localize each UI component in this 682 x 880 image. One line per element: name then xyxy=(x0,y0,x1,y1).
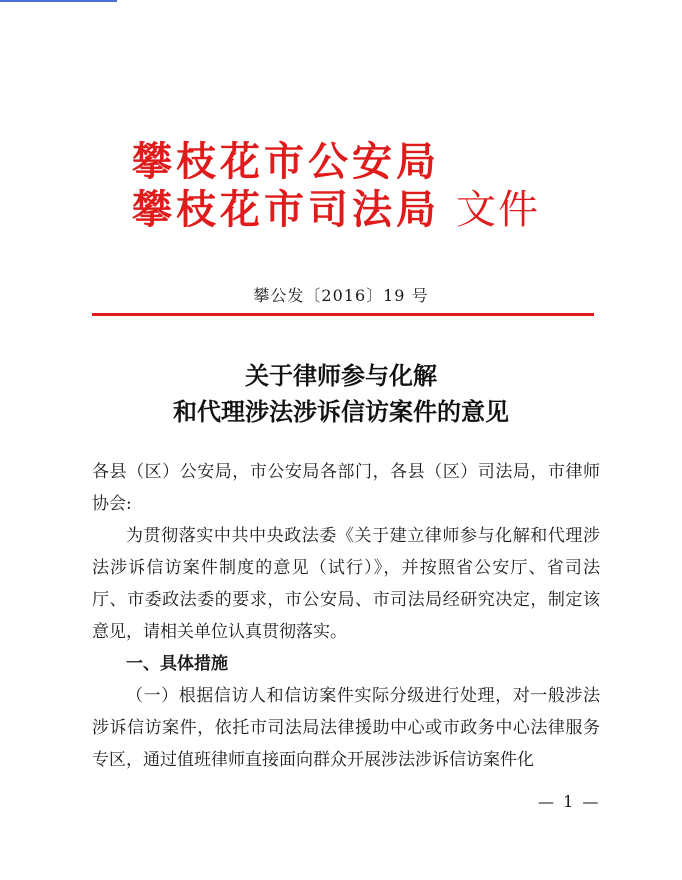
header-issuer-1: 攀枝花市公安局 xyxy=(132,138,440,185)
document-body xyxy=(92,456,600,776)
document-title xyxy=(0,358,682,430)
header-issuer-2: 攀枝花市司法局 xyxy=(132,186,440,233)
salutation: 各县（区）公安局，市公安局各部门，各县（区）司法局，市律师协会: xyxy=(92,462,600,514)
title-line-1: 关于律师参与化解 xyxy=(245,361,437,390)
paragraph-measure-1: （一）根据信访人和信访案件实际分级进行处理，对一般涉法涉诉信访案件，依托市司法局法律援助中心或市政务中心法律服务专区，通过值班律师直接面向群众开展涉法涉诉信访案件化 xyxy=(92,686,600,770)
header-line-public-security xyxy=(132,138,540,186)
document-number: 攀公发〔2016〕19 号 xyxy=(253,286,429,305)
title-line-2: 和代理涉法涉诉信访案件的意见 xyxy=(173,397,509,426)
section-heading-measures: 一、具体措施 xyxy=(126,654,228,674)
header-separator-rule xyxy=(92,313,594,316)
paragraph-intro: 为贯彻落实中共中央政法委《关于建立律师参与化解和代理涉法涉诉信访案件制度的意见（试行）》，并按照省公安厅、省司法厅、市委政法委的要求，市公安局、市司法局经研究决定，制定该意见，请相关单位认真贯彻落实。 xyxy=(92,526,600,642)
header-document-suffix: 文件 xyxy=(456,187,540,233)
top-edge-rule xyxy=(0,0,117,2)
page-number: — 1 — xyxy=(538,792,601,811)
document-header xyxy=(132,138,540,234)
header-line-justice xyxy=(132,186,540,234)
